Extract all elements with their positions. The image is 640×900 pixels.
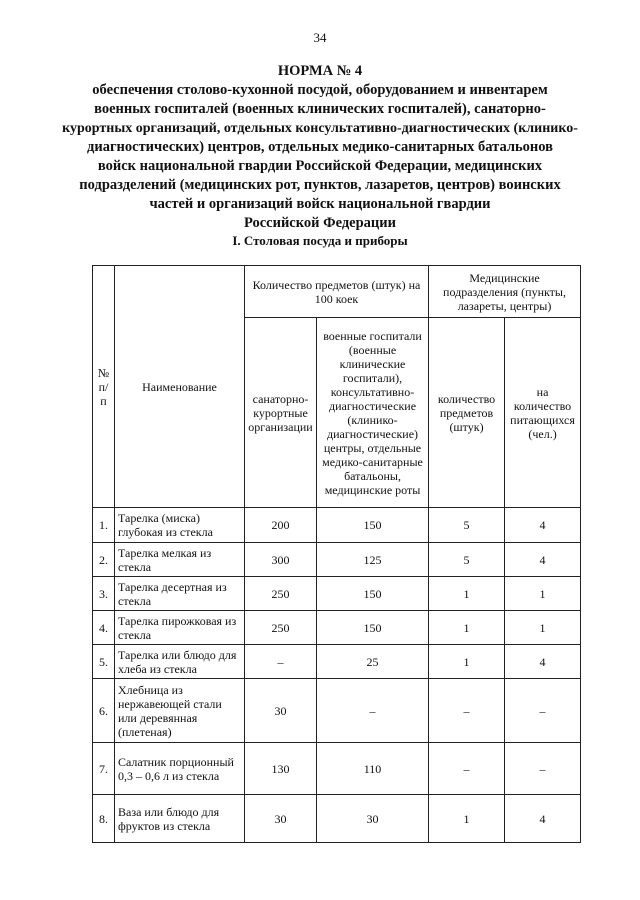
row-sanatorium: 30 — [245, 795, 317, 843]
title-line: Российской Федерации — [243, 215, 396, 231]
table-header — [93, 266, 581, 508]
table-row — [93, 611, 581, 645]
row-name: Хлебница из нержавеющей стали или деревянная (плетеная) — [115, 679, 245, 743]
table-row — [93, 508, 581, 543]
row-num: 3. — [93, 577, 115, 611]
row-num: 6. — [93, 679, 115, 743]
norm-table — [92, 265, 581, 843]
row-num: 4. — [93, 611, 115, 645]
header-persons-count: на количество питающихся (чел.) — [505, 318, 581, 508]
row-persons: 4 — [505, 543, 581, 577]
row-items: 1 — [429, 577, 505, 611]
row-persons: 4 — [505, 645, 581, 679]
row-sanatorium: 300 — [245, 543, 317, 577]
row-name: Тарелка (миска) глубокая из стекла — [115, 508, 245, 543]
header-name: Наименование — [115, 266, 245, 508]
row-name: Салатник порционный 0,3 – 0,6 л из стекла — [115, 743, 245, 795]
table-body — [93, 508, 581, 843]
row-sanatorium: – — [245, 645, 317, 679]
title-line: обеспечения столово-кухонной посудой, оборудованием и инвентарем — [92, 82, 548, 98]
row-sanatorium: 250 — [245, 577, 317, 611]
title-line: подразделений (медицинских рот, пунктов, лазаретов, центров) воинских — [79, 177, 561, 193]
row-num: 2. — [93, 543, 115, 577]
table-row — [93, 743, 581, 795]
row-persons: – — [505, 679, 581, 743]
row-items: 5 — [429, 508, 505, 543]
row-name: Тарелка или блюдо для хлеба из стекла — [115, 645, 245, 679]
row-items: 1 — [429, 795, 505, 843]
row-items: 1 — [429, 645, 505, 679]
row-hospitals: 110 — [317, 743, 429, 795]
row-items: – — [429, 679, 505, 743]
row-sanatorium: 250 — [245, 611, 317, 645]
title-line: частей и организаций войск национальной гвардии — [149, 196, 491, 212]
header-num: № п/п — [93, 266, 115, 508]
row-items: – — [429, 743, 505, 795]
row-hospitals: 30 — [317, 795, 429, 843]
row-hospitals: – — [317, 679, 429, 743]
header-sanatorium: санаторно-курортные организации — [245, 318, 317, 508]
row-name: Тарелка мелкая из стекла — [115, 543, 245, 577]
row-hospitals: 150 — [317, 611, 429, 645]
row-sanatorium: 30 — [245, 679, 317, 743]
table-row — [93, 795, 581, 843]
header-items-count: количество предметов (штук) — [429, 318, 505, 508]
header-group-medical-units: Медицинские подразделения (пункты, лазареты, центры) — [429, 266, 581, 318]
title-line: военных госпиталей (военных клинических госпиталей), санаторно- — [94, 101, 546, 117]
document-title — [60, 62, 580, 233]
row-num: 7. — [93, 743, 115, 795]
row-persons: 1 — [505, 611, 581, 645]
row-num: 1. — [93, 508, 115, 543]
row-num: 8. — [93, 795, 115, 843]
title-line: войск национальной гвардии Российской Федерации, медицинских — [97, 158, 543, 174]
row-hospitals: 125 — [317, 543, 429, 577]
table-row — [93, 645, 581, 679]
row-sanatorium: 200 — [245, 508, 317, 543]
row-persons: 4 — [505, 508, 581, 543]
row-persons: 4 — [505, 795, 581, 843]
page-number: 34 — [313, 30, 327, 45]
row-items: 5 — [429, 543, 505, 577]
title-line: курортных организаций, отдельных консультативно-диагностических (клинико- — [62, 121, 578, 136]
title-line: диагностических) центров, отдельных медико-санитарных батальонов — [87, 139, 553, 155]
table-row — [93, 577, 581, 611]
row-name: Ваза или блюдо для фруктов из стекла — [115, 795, 245, 843]
header-group-beds: Количество предметов (штук) на 100 коек — [245, 266, 429, 318]
row-hospitals: 150 — [317, 577, 429, 611]
header-hospitals: военные госпитали (военные клинические госпитали), консультативно-диагностические (клинико-диагностические) центры, отдельные медико-санитарные батальоны, медицинские роты — [317, 318, 429, 508]
table-row — [93, 679, 581, 743]
row-hospitals: 25 — [317, 645, 429, 679]
row-name: Тарелка десертная из стекла — [115, 577, 245, 611]
section-heading: I. Столовая посуда и приборы — [232, 233, 408, 248]
row-name: Тарелка пирожковая из стекла — [115, 611, 245, 645]
row-persons: 1 — [505, 577, 581, 611]
row-hospitals: 150 — [317, 508, 429, 543]
row-items: 1 — [429, 611, 505, 645]
row-num: 5. — [93, 645, 115, 679]
row-sanatorium: 130 — [245, 743, 317, 795]
row-persons: – — [505, 743, 581, 795]
title-heading: НОРМА № 4 — [277, 63, 363, 79]
table-row — [93, 543, 581, 577]
